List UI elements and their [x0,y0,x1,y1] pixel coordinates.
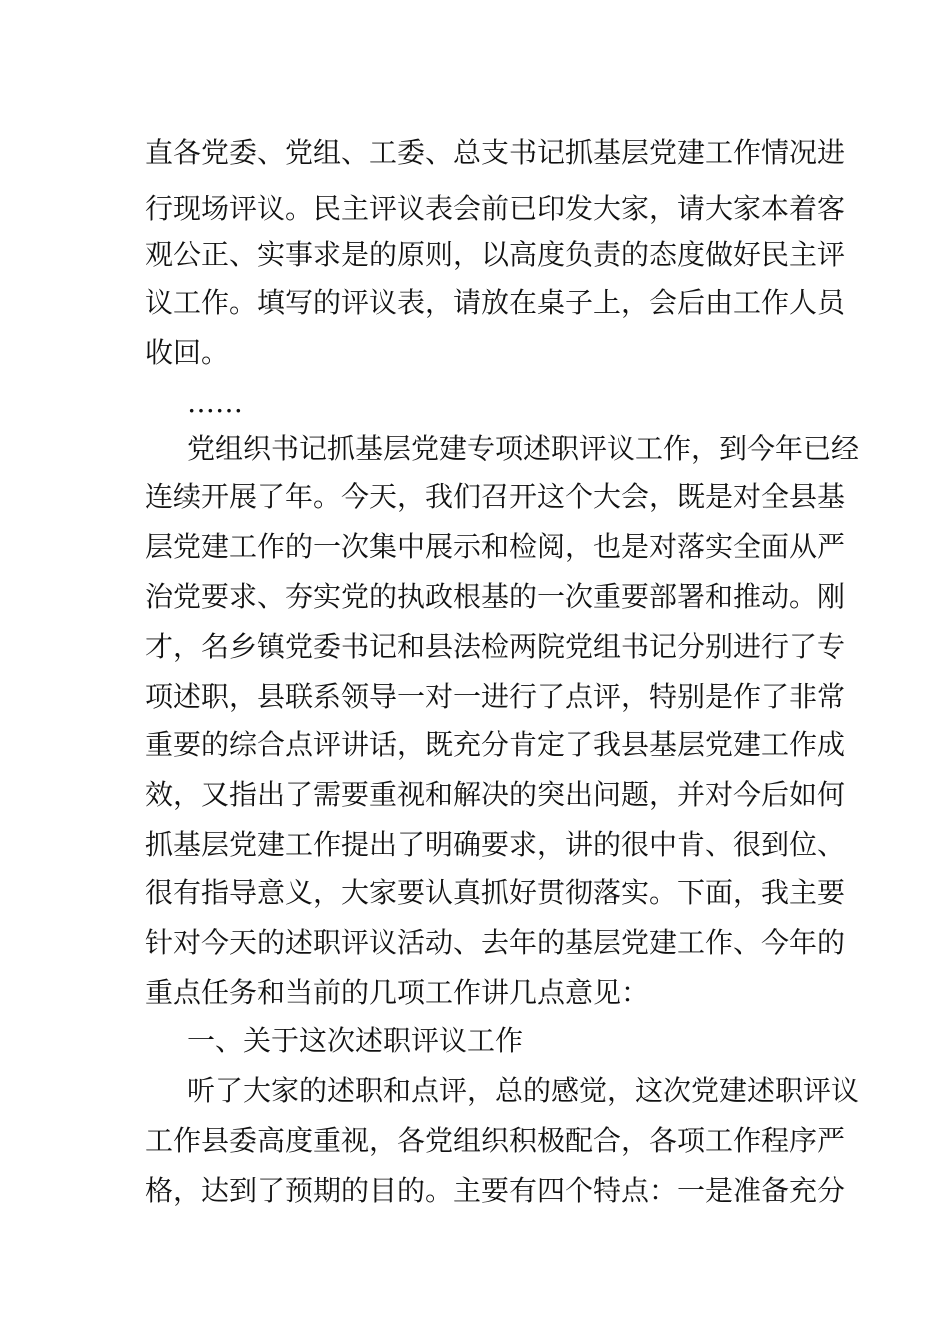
text-line: 重要的综合点评讲话，既充分肯定了我县基层党建工作成 [145,728,846,761]
text-line: 格，达到了预期的目的。主要有四个特点：一是准备充分 [145,1174,846,1207]
text-line: 项述职，县联系领导一对一进行了点评，特别是作了非常 [145,680,846,713]
text-line: 效，又指出了需要重视和解决的突出问题，并对今后如何 [145,778,846,811]
text-line: 很有指导意义，大家要认真抓好贯彻落实。下面，我主要 [145,876,846,909]
text-line: 收回。 [145,336,230,369]
text-line: 直各党委、党组、工委、总支书记抓基层党建工作情况进 [145,136,846,169]
text-line: 连续开展了年。今天，我们召开这个大会，既是对全县基 [145,480,846,513]
text-line: 针对今天的述职评议活动、去年的基层党建工作、今年的 [145,926,846,959]
text-line: 行现场评议。民主评议表会前已印发大家，请大家本着客 [145,192,846,225]
text-line: 层党建工作的一次集中展示和检阅，也是对落实全面从严 [145,530,846,563]
text-line: 抓基层党建工作提出了明确要求，讲的很中肯、很到位、 [145,828,846,861]
paragraph-first-line: 听了大家的述职和点评，总的感觉，这次党建述职评议 [187,1074,860,1107]
section-heading: 一、关于这次述职评议工作 [187,1024,524,1057]
text-line: 治党要求、夯实党的执政根基的一次重要部署和推动。刚 [145,580,846,613]
text-line: 议工作。填写的评议表，请放在桌子上，会后由工作人员 [145,286,846,319]
text-line: 工作县委高度重视，各党组织积极配合，各项工作程序严 [145,1124,846,1157]
text-line: 才，名乡镇党委书记和县法检两院党组书记分别进行了专 [145,630,846,663]
text-line: 重点任务和当前的几项工作讲几点意见： [145,976,650,1009]
paragraph-first-line: 党组织书记抓基层党建专项述职评议工作，到今年已经 [187,432,860,465]
ellipsis-line: …… [187,386,243,419]
text-line: 观公正、实事求是的原则，以高度负责的态度做好民主评 [145,238,846,271]
